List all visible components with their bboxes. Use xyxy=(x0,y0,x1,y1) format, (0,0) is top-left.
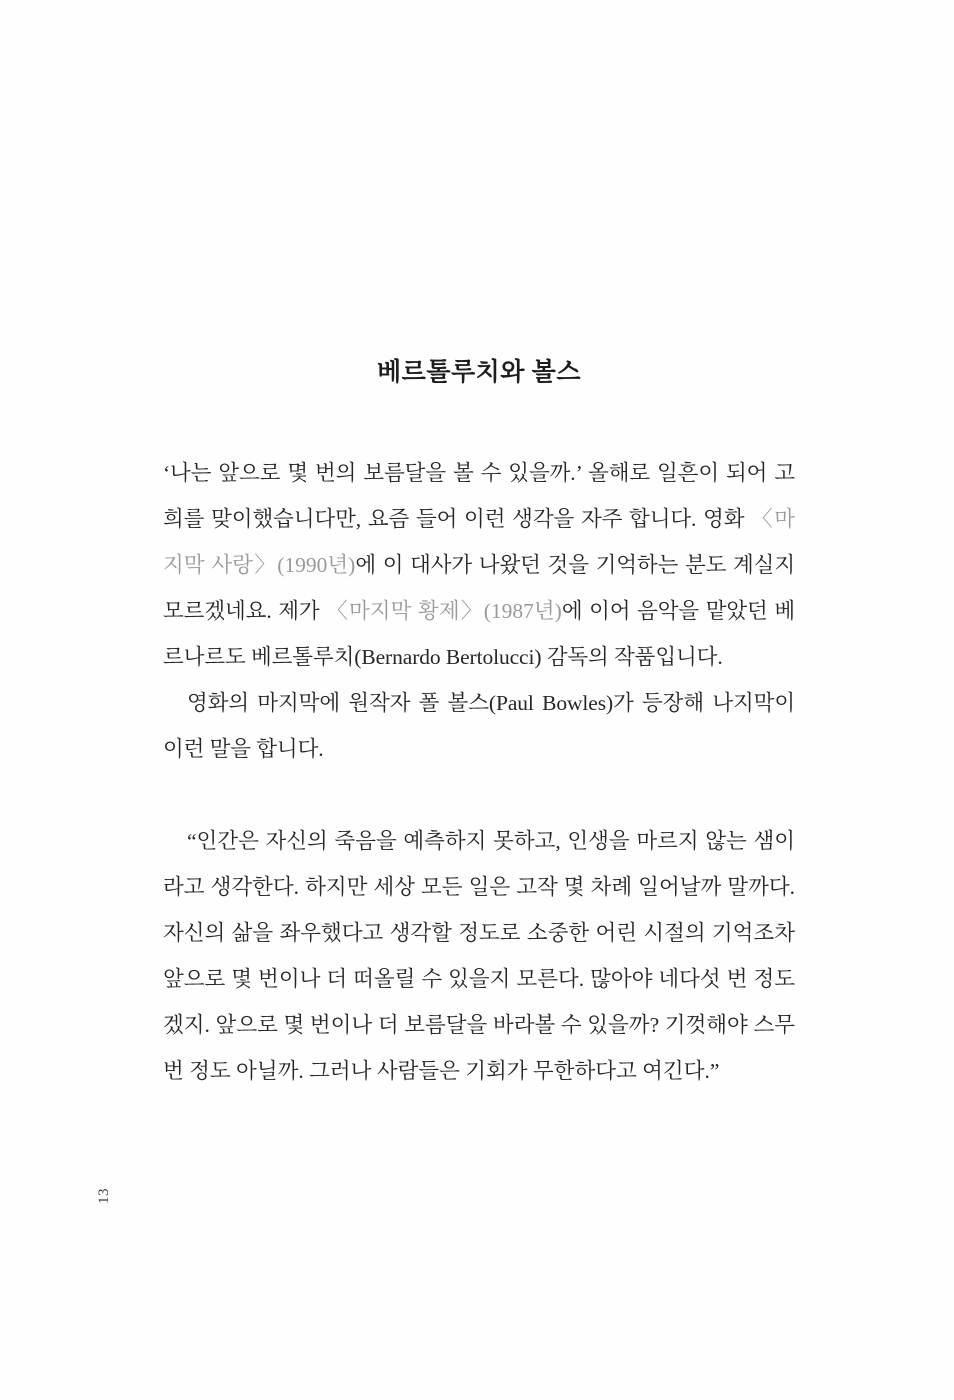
paragraph-spacer xyxy=(163,772,795,818)
paragraph-2: 영화의 마지막에 원작자 폴 볼스(Paul Bowles)가 등장해 나지막이 이런 말을 합니다. xyxy=(163,691,795,761)
block-quote: “인간은 자신의 죽음을 예측하지 못하고, 인생을 마르지 않는 샘이라고 생각한다. 하지만 세상 모든 일은 고작 몇 차례 일어날까 말까다. 자신의 삶을 좌우했다고 생각할 정도로 소중한 어린 시절의 기억조차 앞으로 몇 번이나 더 떠올릴 수 있을지 모른다. 많아야 네다섯 번 정도겠지. 앞으로 몇 번이나 더 보름달을 바라볼 수 있을까? 기껏해야 스무 번 정도 아닐까. 그러나 사람들은 기회가 무한하다고 여긴다.” xyxy=(163,829,795,1083)
text-segment: ‘나는 앞으로 몇 번의 보름달을 볼 수 있을까.’ 올해로 일흔이 되어 고희를 맞이했습니다만, 요즘 들어 이런 생각을 자주 합니다. 영화 xyxy=(163,461,795,531)
paragraph-1 xyxy=(163,450,795,680)
text-segment: 에 이 대사가 나왔던 것을 기억하는 분도 계실지 모르겠네요. 제가 xyxy=(163,553,796,623)
page-content xyxy=(163,352,795,1094)
film-title-last-emperor: 〈마지막 황제〉(1987년) xyxy=(326,599,562,623)
page-number: 13 xyxy=(96,1188,112,1204)
film-title-last-love: 〈마지막 사랑〉(1990년) xyxy=(163,507,795,577)
chapter-title: 베르톨루치와 볼스 xyxy=(377,359,581,386)
running-head xyxy=(0,881,96,961)
text-segment: 에 이어 음악을 맡았던 베르나르도 베르톨루치(Bernardo Bertolucci) 감독의 작품입니다. xyxy=(163,599,796,669)
